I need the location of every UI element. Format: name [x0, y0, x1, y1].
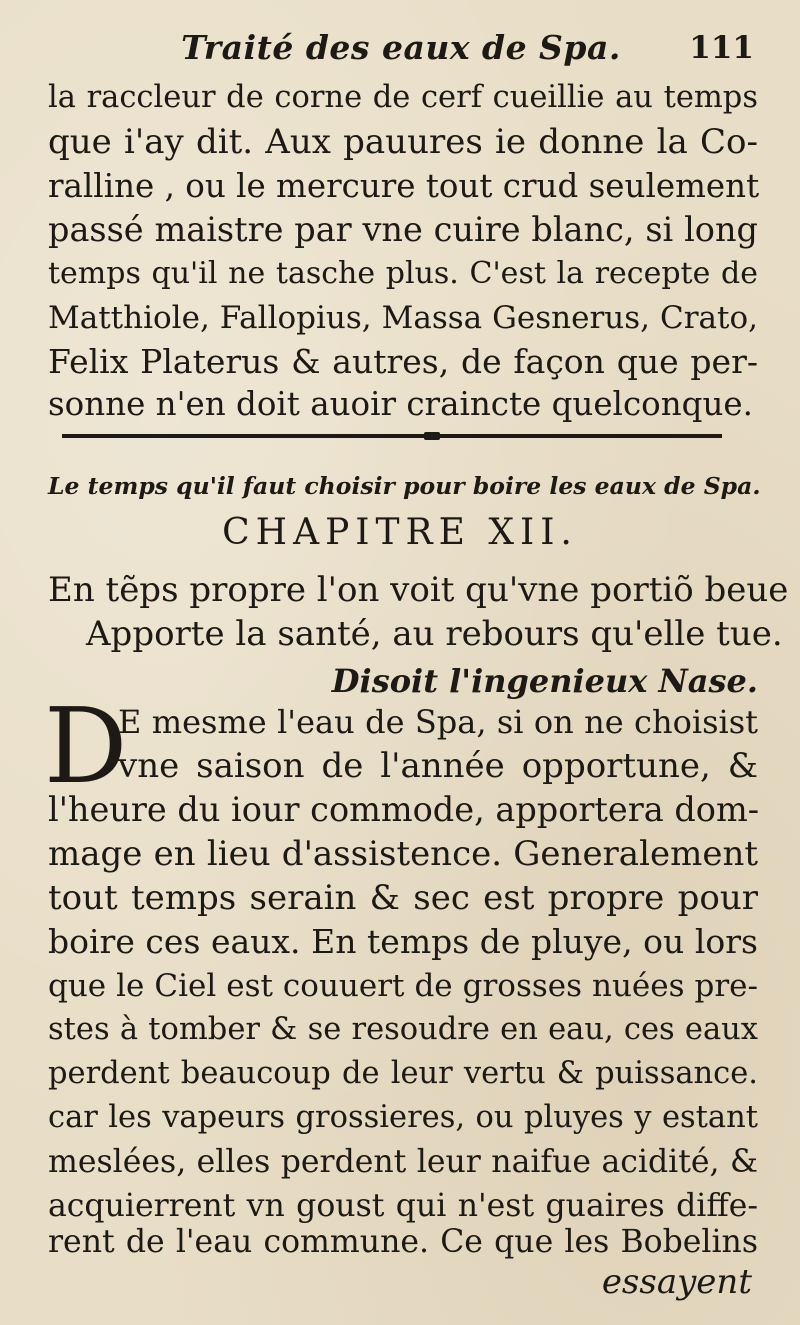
verse-line-1: En tẽps propre l'on voit qu'vne portiõ beue: [48, 570, 789, 610]
text-line: E mesme l'eau de Spa, si on ne choisist: [118, 703, 758, 741]
chapter-heading: Le temps qu'il faut choisir pour boire les eaux de Spa.: [48, 472, 761, 500]
page-number: 111: [689, 30, 754, 66]
verse-line-2: Apporte la santé, au rebours qu'elle tue.: [86, 614, 783, 654]
text-line: l'heure du iour commode, apportera dom-: [48, 790, 760, 829]
verse-attribution: Disoit l'ingenieux Nase.: [331, 662, 758, 700]
text-line: passé maistre par vne cuire blanc, si long: [48, 210, 758, 249]
text-line: tout temps serain & sec est propre pour: [48, 878, 758, 918]
text-line: mage en lieu d'assistence. Generalement: [48, 834, 758, 874]
text-line: acquierrent vn goust qui n'est guaires diffe-: [48, 1188, 758, 1224]
page-header: [48, 28, 754, 76]
text-line: stes à tomber & se resoudre en eau, ces eaux: [48, 1012, 758, 1047]
divider-rule-right: [437, 434, 722, 438]
section-divider: [62, 432, 722, 438]
catchword: essayent: [601, 1262, 752, 1302]
text-line: boire ces eaux. En temps de pluye, ou lors: [48, 922, 758, 961]
text-line: rent de l'eau commune. Ce que les Bobelins: [48, 1224, 758, 1260]
text-line: vne saison de l'année opportune, &: [118, 746, 758, 786]
text-line: Felix Platerus & autres, de façon que per-: [48, 342, 758, 381]
text-line: que i'ay dit. Aux pauures ie donne la Co-: [48, 122, 758, 162]
drop-cap: D: [44, 685, 128, 807]
text-line: sonne n'en doit auoir craincte quelconque.: [48, 385, 753, 423]
text-line: meslées, elles perdent leur naifue acidité, &: [48, 1144, 758, 1180]
text-line: perdent beaucoup de leur vertu & puissance.: [48, 1056, 758, 1091]
text-line: car les vapeurs grossieres, ou pluyes y estant: [48, 1100, 758, 1135]
text-line: Matthiole, Fallopius, Massa Gesnerus, Crato,: [48, 300, 758, 336]
text-line: que le Ciel est couuert de grosses nuées pre-: [48, 968, 758, 1004]
divider-rule-left: [62, 434, 427, 438]
text-line: ralline , ou le mercure tout crud seulement: [48, 167, 760, 205]
chapter-title: CHAPITRE XII.: [222, 512, 578, 553]
text-line: la raccleur de corne de cerf cueillie au temps: [48, 80, 758, 115]
text-line: temps qu'il ne tasche plus. C'est la recepte de: [48, 256, 758, 291]
running-head: Traité des eaux de Spa.: [181, 28, 621, 67]
